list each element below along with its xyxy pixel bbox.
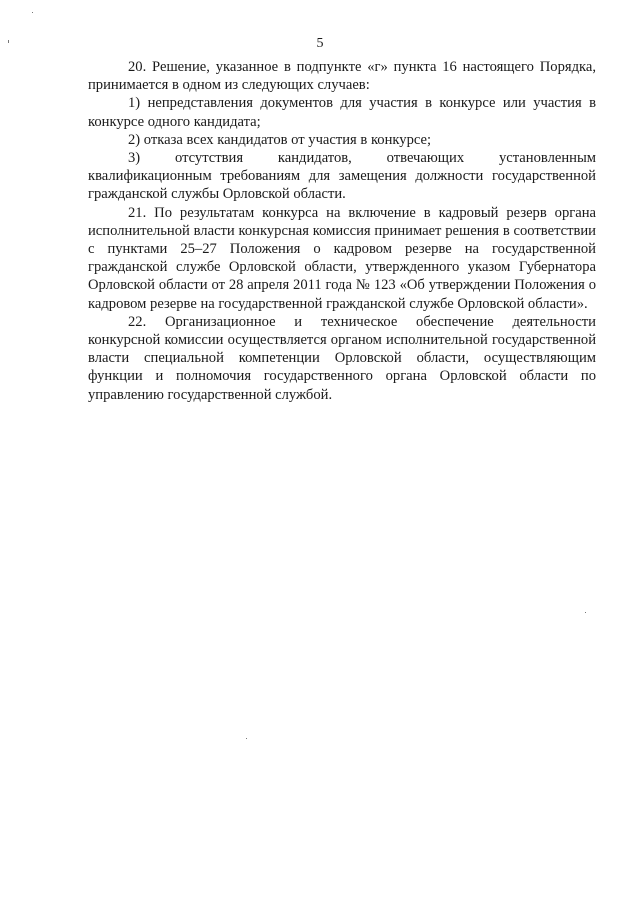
paragraph-20-item-1: 1) непредставления документов для участия в конкурсе или участия в конкурсе одного кандидата; [88, 95, 596, 130]
page-number: 5 [316, 36, 324, 51]
paragraph-21: 21. По результатам конкурса на включение в кадровый резерв органа исполнительной власти конкурсная комиссия принимает решения в соответствии с пунктами 25–27 Положения о кадровом резерве на государственной гражданской службе Орловской области, утвержденного указом Губернатора Орловской области от 28 апреля 2011 года № 123 «Об утверждении Положения о кадровом резерве на государственной гражданской службе Орловской области». [88, 204, 596, 312]
paragraph-20-item-2: 2) отказа всех кандидатов от участия в конкурсе; [128, 131, 432, 148]
scan-speck [246, 738, 247, 739]
document-body [88, 58, 596, 404]
scan-speck [32, 12, 33, 13]
scan-speck [585, 612, 586, 613]
scan-speck [8, 40, 9, 43]
paragraph-20-item-3: 3) отсутствия кандидатов, отвечающих установленным квалификационным требованиям для замещения должности государственной гражданской службы Орловской области. [88, 150, 596, 203]
paragraph-20: 20. Решение, указанное в подпункте «г» пункта 16 настоящего Порядка, принимается в одном из следующих случаев: [88, 59, 596, 94]
paragraph-22: 22. Организационное и техническое обеспечение деятельности конкурсной комиссии осуществляется органом исполнительной государственной власти специальной компетенции Орловской области, осуществляющим функции и полномочия государственного органа Орловской области по управлению государственной службой. [88, 313, 596, 403]
